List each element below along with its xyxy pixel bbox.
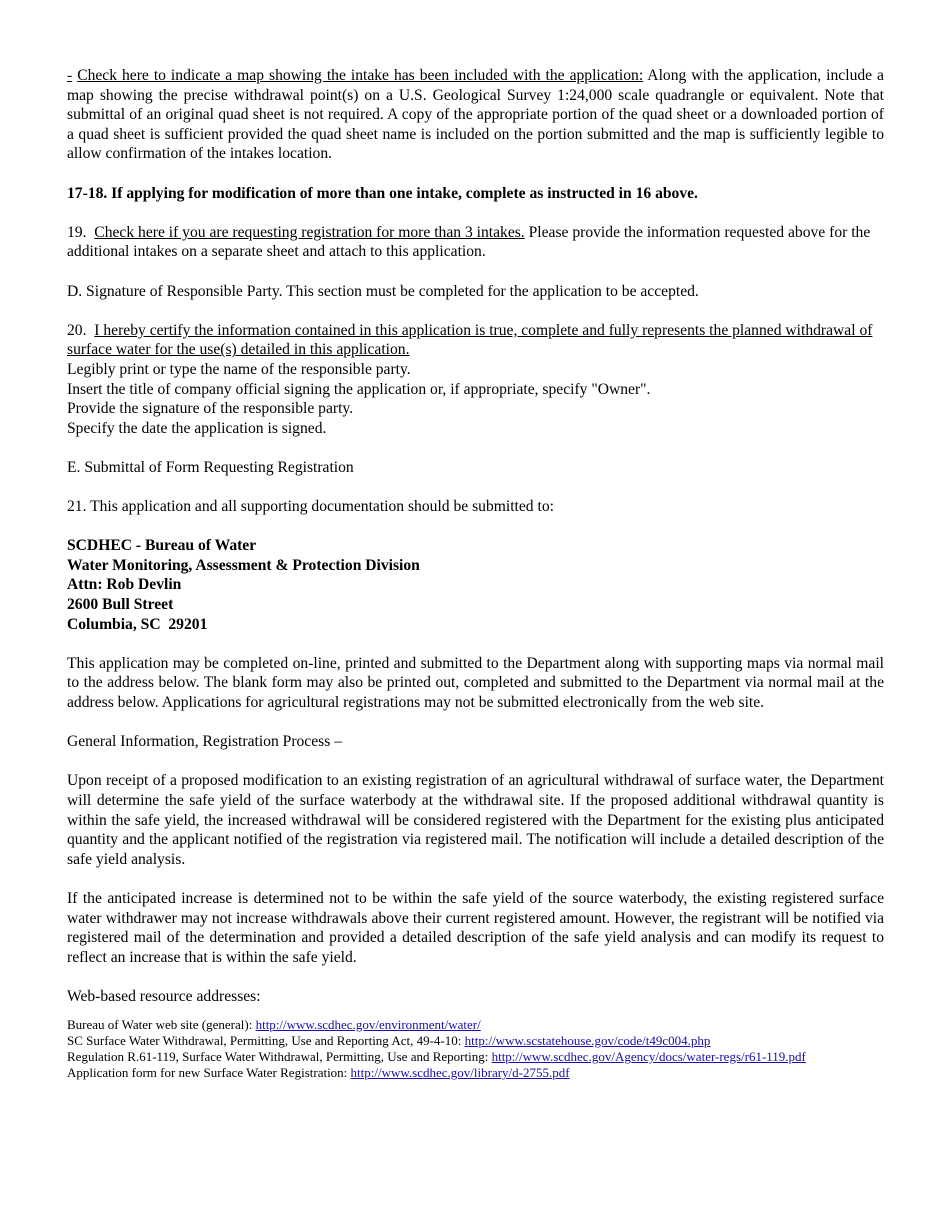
item-20-number: 20. <box>67 321 87 339</box>
receipt-paragraph: Upon receipt of a proposed modification to an existing registration of an agricultural withdrawal of surface water, the Department will determine the safe yield of the surface waterbody at the withdrawal site. If the proposed additional withdrawal quantity is within the safe yield, the increased withdrawal will be considered registered with the Department for the existing plus anticipated quantity and the applicant notified of the registration via registered mail. The notification will include a detailed description of the safe yield analysis. <box>67 772 884 868</box>
bureau-of-water-link[interactable]: http://www.scdhec.gov/environment/water/ <box>255 1016 481 1032</box>
resource-item <box>67 1049 884 1065</box>
general-info-heading: General Information, Registration Process – <box>67 733 342 751</box>
item-20-line: Legibly print or type the name of the responsible party. <box>67 360 411 378</box>
item-20-block <box>67 321 884 439</box>
map-included-checkbox-label: Check here to indicate a map showing the intake has been included with the application: <box>77 67 644 84</box>
mailing-address <box>67 536 884 634</box>
item-20-line: Specify the date the application is signed. <box>67 419 327 437</box>
item-20-line: Provide the signature of the responsible party. <box>67 400 354 418</box>
online-submission-paragraph: This application may be completed on-line, printed and submitted to the Department along with supporting maps via normal mail to the address below. The blank form may also be printed out, completed and submitted to the Department via normal mail at the address below. Applications for agricultural registrations may not be submitted electronically from the web site. <box>67 654 884 711</box>
resources-heading: Web-based resource addresses: <box>67 987 261 1005</box>
item-19-number: 19. <box>67 223 87 241</box>
item-19-paragraph <box>67 223 884 262</box>
address-line: Water Monitoring, Assessment & Protection Division <box>67 556 420 574</box>
item-17-18-heading: 17-18. If applying for modification of more than one intake, complete as instructed in 16 above. <box>67 184 698 202</box>
item-20-certification-text: I hereby certify the information contained in this application is true, complete and fully represents the planned withdrawal of surface water for the use(s) detailed in this application. <box>67 321 873 359</box>
address-line: Columbia, SC 29201 <box>67 615 208 633</box>
address-line: 2600 Bull Street <box>67 596 174 614</box>
section-d-heading: D. Signature of Responsible Party. This section must be completed for the application to be accepted. <box>67 282 699 300</box>
address-line: Attn: Rob Devlin <box>67 576 182 594</box>
dash-marker: - <box>67 67 73 84</box>
item-19-text: Please provide the information requested above for the additional intakes on a separate sheet and attach to this application. <box>67 223 871 261</box>
document-page <box>67 66 884 1082</box>
resource-label: Bureau of Water web site (general): <box>67 1016 256 1032</box>
item-20-line: Insert the title of company official signing the application or, if appropriate, specify "Owner". <box>67 380 651 398</box>
resource-item <box>67 1017 884 1033</box>
section-e-heading: E. Submittal of Form Requesting Registration <box>67 458 354 476</box>
regulation-link[interactable]: http://www.scdhec.gov/Agency/docs/water-regs/r61-119.pdf <box>491 1049 806 1065</box>
increase-paragraph: If the anticipated increase is determined not to be within the safe yield of the source waterbody, the existing registered surface water withdrawer may not increase withdrawals above their current registered amount. However, the registrant will be notified via registered mail of the determination and provided a detailed description of the safe yield analysis and can modify its request to reflect an increase that is within the safe yield. <box>67 889 884 966</box>
resource-label: Regulation R.61-119, Surface Water Withdrawal, Permitting, Use and Reporting: <box>67 1049 492 1065</box>
resource-item <box>67 1033 884 1049</box>
map-instructions-text: Along with the application, include a map showing the precise withdrawal point(s) on a U.S. Geological Survey 1:24,000 scale quadrangle or equivalent. Note that submittal of an original quad sheet is not required. A copy of the appropriate portion of the quad sheet or a downloaded portion of a quad sheet is sufficient provided the quad sheet name is included on the portion submitted and the map is sufficiently legible to allow confirmation of the intakes location. <box>67 67 884 163</box>
item-21-text: 21. This application and all supporting documentation should be submitted to: <box>67 498 554 516</box>
resource-label: Application form for new Surface Water Registration: <box>67 1065 351 1081</box>
application-form-link[interactable]: http://www.scdhec.gov/library/d-2755.pdf <box>350 1065 570 1081</box>
resource-item <box>67 1065 884 1081</box>
resource-list <box>67 1017 884 1082</box>
address-line: SCDHEC - Bureau of Water <box>67 537 257 555</box>
withdrawal-act-link[interactable]: http://www.scstatehouse.gov/code/t49c004.php <box>464 1032 711 1048</box>
item-20-certification <box>67 321 884 360</box>
resource-label: SC Surface Water Withdrawal, Permitting, Use and Reporting Act, 49-4-10: <box>67 1032 465 1048</box>
item-19-checkbox-label: Check here if you are requesting registration for more than 3 intakes. <box>94 223 525 241</box>
map-instructions-paragraph <box>67 66 884 164</box>
